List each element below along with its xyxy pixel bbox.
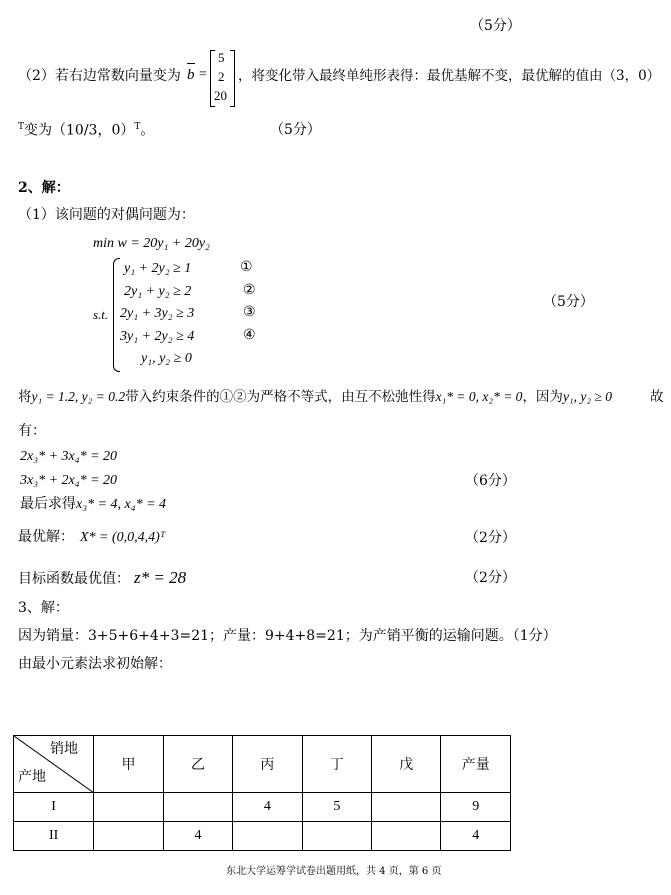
constraint-1: y₁ + 2y₂ ≥ 1	[124, 261, 192, 276]
constraint-3: 2y₁ + 3y₂ ≥ 3	[120, 306, 195, 321]
vector-entry-2: 2	[218, 69, 225, 84]
constraint-brace	[113, 258, 120, 372]
para-a: 将	[18, 389, 32, 405]
constraint-4: 3y₁ + 2y₂ ≥ 4	[120, 329, 195, 344]
part2-prefix: （2）若右边常数向量变为	[18, 68, 181, 84]
b-letter: b	[187, 67, 195, 83]
section2-heading: 2、解：	[18, 180, 70, 196]
line2-end: 。	[140, 122, 155, 139]
equation-1: 2x₃* + 3x₄* = 20	[20, 449, 118, 464]
column-header: 甲	[94, 736, 163, 793]
para-b: 带入约束条件的①②为严格不等式，由互不松弛性得	[125, 389, 436, 405]
obj-label: 目标函数最优值：	[18, 571, 130, 587]
opt-math: X* = (0,0,4,4)ᵀ	[80, 530, 166, 545]
corner-cell	[14, 736, 94, 793]
para-math-1: y₁ = 1.2, y₂ = 0.2	[31, 389, 126, 404]
column-header: 产量	[441, 736, 511, 793]
section3-line1: 因为销量：3+5+6+4+3=21；产量：9+4+8=21；为产销平衡的运输问题。（1分）	[18, 628, 557, 644]
optimal-solution	[18, 529, 165, 547]
vector-entry-1: 5	[218, 50, 225, 65]
opt-label: 最优解：	[18, 529, 74, 545]
constraint-3-mark: ③	[243, 304, 256, 320]
constraint-2-mark: ②	[243, 282, 256, 298]
para-math-2: x₁* = 0, x₂* = 0	[435, 389, 523, 404]
table-row	[14, 822, 511, 851]
vector-entry-3: 20	[214, 88, 227, 103]
part2-suffix: ，将变化带入最终单纯形表得：最优基解不变，最优解的值由（3，0）	[238, 68, 661, 84]
table-cell: 5	[302, 793, 371, 822]
vector-b-symbol	[187, 66, 195, 84]
corner-top-label: 销地	[50, 741, 78, 757]
para-c: ，因为	[522, 389, 563, 405]
transport-table	[13, 735, 511, 851]
table-cell	[163, 793, 232, 822]
paragraph-line2: 有：	[18, 423, 46, 439]
page-footer: 东北大学运筹学试卷出题用纸，共 4 页，第 6 页	[226, 866, 442, 877]
part2-line2	[18, 122, 154, 139]
table-cell	[372, 822, 441, 851]
score-part2: （5分）	[270, 122, 321, 138]
table-cell: 4	[441, 822, 511, 851]
line2-text: 变为（10/3，0）	[24, 122, 135, 139]
section3-heading: 3、解：	[18, 600, 69, 616]
column-header: 戊	[372, 736, 441, 793]
section2-sub1: （1）该问题的对偶问题为：	[18, 207, 195, 223]
superscript-t-2: T	[134, 122, 141, 132]
constraint-4-mark: ④	[243, 327, 256, 343]
column-header: 乙	[163, 736, 232, 793]
paragraph-line1	[18, 389, 612, 405]
vector-right-bracket	[230, 50, 235, 107]
superscript-t: T	[18, 122, 25, 132]
column-header: 丁	[302, 736, 371, 793]
obj-math: z* = 28	[134, 568, 187, 587]
table-cell	[302, 822, 371, 851]
row-label: II	[14, 822, 94, 851]
constraint-1-mark: ①	[240, 259, 253, 275]
b-equals: =	[199, 67, 207, 82]
objective-value	[18, 568, 186, 588]
b-bar	[187, 63, 195, 64]
equations-score: （6分）	[465, 473, 516, 489]
column-header: 丙	[233, 736, 302, 793]
optimal-score: （2分）	[465, 530, 516, 546]
para-math-3: y₁, y₂ ≥ 0	[562, 389, 612, 404]
table-cell: 9	[441, 793, 511, 822]
corner-bottom-label: 产地	[18, 769, 46, 785]
table-header-row	[14, 736, 511, 793]
para-d: 故	[650, 389, 664, 405]
constraints-score: （5分）	[543, 294, 594, 310]
table-cell	[94, 822, 163, 851]
table-cell: 4	[163, 822, 232, 851]
constraint-2: 2y₁ + y₂ ≥ 2	[124, 284, 192, 299]
final-math: x₃* = 4, x₄* = 4	[76, 497, 167, 512]
final-label: 最后求得	[20, 496, 76, 512]
table-cell	[233, 822, 302, 851]
section3-line2: 由最小元素法求初始解：	[18, 656, 172, 672]
constraint-5: y₁, y₂ ≥ 0	[141, 351, 192, 366]
table-cell: 4	[233, 793, 302, 822]
final-result	[20, 496, 166, 514]
row-label: I	[14, 793, 94, 822]
equation-2: 3x₃* + 2x₄* = 20	[20, 473, 118, 488]
table-cell	[372, 793, 441, 822]
score-top: （5分）	[470, 18, 521, 34]
objective-score: （2分）	[465, 570, 516, 586]
dual-objective: min w = 20y₁ + 20y₂	[93, 236, 210, 251]
table-row	[14, 793, 511, 822]
st-label: s.t.	[93, 307, 109, 322]
table-cell	[94, 793, 163, 822]
